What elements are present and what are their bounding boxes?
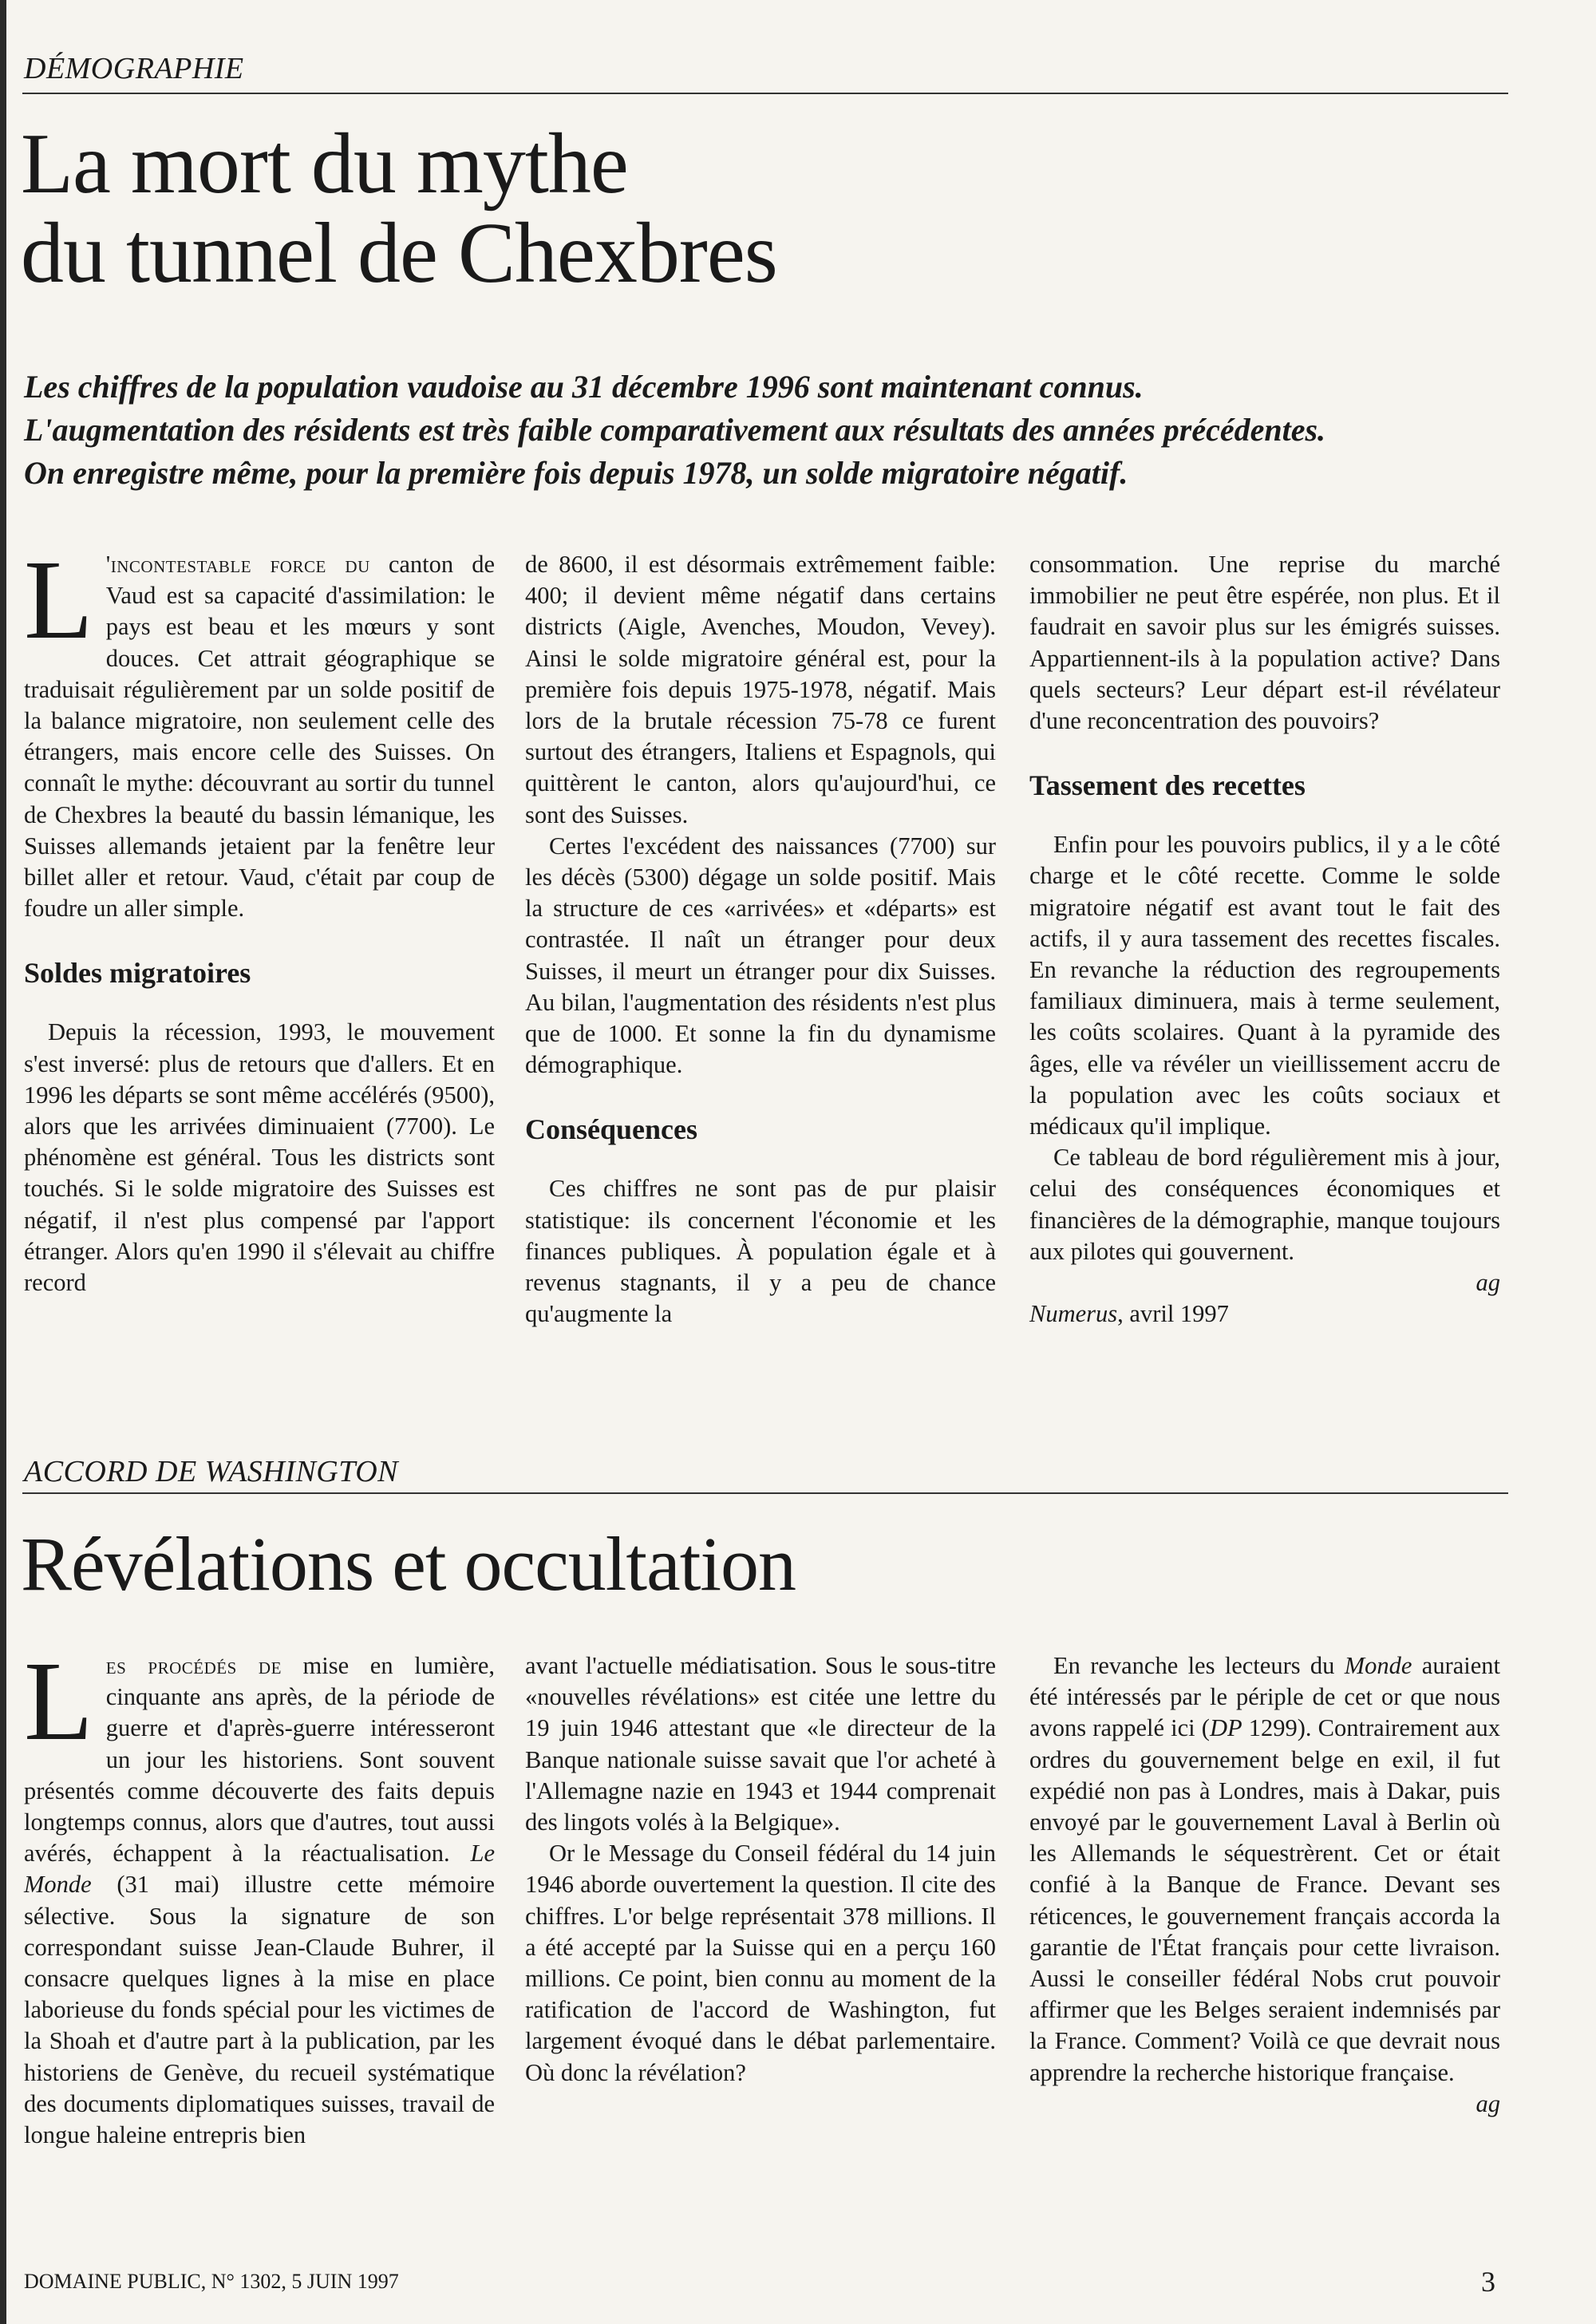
article2-paragraph-4	[1029, 1650, 1500, 2089]
article1-paragraph-5: Ces chiffres ne sont pas de pur plaisir statistique: ils concernent l'économie et les finances publiques. À population égale et à revenus stagnants, il y a peu de chance qu'augmente la	[525, 1175, 996, 1328]
article2-column-3	[1029, 1650, 1500, 2120]
article2-paragraph-3: Or le Message du Conseil fédéral du 14 juin 1946 aborde ouvertement la question. Il cite des chiffres. L'or belge représentait 378 millions. Il a été accepté par la Suisse qui en a perçu 160 millions. Ce point, bien connu au moment de la ratification de l'accord de Washington, fut largement évoqué dans le débat parlementaire. Où donc la révélation?	[525, 1840, 996, 2086]
article2-paragraph-1-cont: (31 mai) illustre cette mémoire sélective. Sous la signature de son correspondant suisse Jean-Claude Buhrer, il consacre quelques lignes à la mise en place laborieuse du fonds spécial pour les victimes de la Shoah et d'autre part à la publication, par les historiens de Genève, du recueil systématique des documents diplomatiques suisses, travail de longue haleine entrepris bien	[24, 1871, 495, 2149]
article1-smallcaps-opening: 'incontestable force du	[105, 551, 370, 578]
article1-source	[1029, 1298, 1500, 1330]
article1-source-title: Numerus	[1029, 1300, 1118, 1328]
article2-column-2	[525, 1650, 996, 2089]
article1-paragraph-4: Certes l'excédent des naissances (7700) sur les décès (5300) dégage un solde positif. Mais la structure de ces «arrivées» et «départs» est contrastée. Il naît un étranger pour deux Suisses, il meurt un étranger pour dix Suisses. Au bilan, l'augmentation des résidents n'est plus que de 1000. Et sonne la fin du dynamisme démographique.	[525, 832, 996, 1079]
article2-paragraph-4-cont: auraient été intéressés par le périple de cet or que nous avons rappelé ici (	[1029, 1652, 1501, 1742]
article1-heading-tassement: Tassement des recettes	[1029, 769, 1306, 802]
article1-heading-soldes: Soldes migratoires	[24, 957, 251, 990]
article1-paragraph-6: consommation. Une reprise du marché immobilier ne peut être espérée, non plus. Et il faudrait en savoir plus sur les émigrés suisses. Appartiennent-ils à la population active? Dans quels secteurs? Leur départ est-il révélateur d'une reconcentration des pouvoirs?	[1029, 551, 1500, 735]
article1-paragraph-7: Enfin pour les pouvoirs publics, il y a le côté charge et le côté recette. Comme le solde migratoire négatif est avant tout le fait des actifs, il y aura tassement des recettes fiscales. En revanche la réduction des regroupements familiaux diminuera, mais à terme seulement, les coûts scolaires. Quant à la pyramide des âges, elle va révéler un vieillissement accru de la population avec les coûts sociaux et médicaux qu'il implique.	[1029, 831, 1500, 1140]
article2-smallcaps-opening: es procédés de	[105, 1652, 282, 1679]
article2-paragraph-2: avant l'actuelle médiatisation. Sous le sous-titre «nouvelles révélations» est citée une lettre du 19 juin 1946 attestant que «le directeur de la Banque nationale suisse savait que l'or acheté à l'Allemagne nazie en 1943 et 1944 comprenait des lingots volés à la Belgique».	[525, 1652, 996, 1836]
article2-title: Révélations et occultation	[21, 1521, 796, 1607]
article1-dropcap: L	[24, 536, 93, 662]
article1-lead: Les chiffres de la population vaudoise au 31 décembre 1996 sont maintenant connus. L'augmentation des résidents est très faible comparativement aux résultats des années précédentes. On enregistre même, pour la première fois depuis 1978, un solde migratoire négatif.	[24, 369, 1326, 491]
article1-source-date: , avril 1997	[1117, 1300, 1229, 1328]
article2-dropcap: L	[24, 1638, 93, 1764]
article2-kicker: ACCORD DE WASHINGTON	[24, 1455, 398, 1488]
article2-le-monde: Le Monde	[24, 1840, 495, 1899]
article1-heading-consequences: Conséquences	[525, 1113, 698, 1146]
article1-column-2	[525, 549, 996, 1330]
article1-paragraph-8: Ce tableau de bord régulièrement mis à jour, celui des conséquences économiques et financières de la démographie, manque toujours aux pilotes qui gouvernent.	[1029, 1144, 1500, 1265]
article2-paragraph-1-text: mise en lumière, cinquante ans après, de la période de guerre et d'après-guerre intéresseront un jour les historiens. Sont souvent présentés comme découverte des faits depuis longtemps connus, alors que d'autres, tout aussi avérés, échappent à la réactualisation.	[24, 1652, 496, 1868]
article1-title	[21, 117, 777, 301]
article2-paragraph-1	[24, 1638, 496, 2151]
article1-paragraph-3: de 8600, il est désormais extrêmement faible: 400; il devient même négatif dans certains districts (Aigle, Avenches, Moudon, Vevey). Ainsi le solde migratoire général est, pour la première fois depuis 1975-1978, négatif. Mais lors de la brutale récession 75-78 ce furent surtout des étrangers, Italiens et Espagnols, qui quittèrent le canton, alors qu'aujourd'hui, ce sont des Suisses.	[525, 551, 996, 828]
article1-paragraph-2: Depuis la récession, 1993, le mouvement s'est inversé: plus de retours que d'allers. Et en 1996 les départs se sont même accélérés (9500), alors que les arrivées diminuaient (7700). Le phénomène est général. Tous les districts sont touchés. Si le solde migratoire des Suisses est négatif, il n'est plus compensé par l'apport étranger. Alors qu'en 1990 il s'élevait au chiffre record	[24, 1018, 495, 1297]
article2-monde: Monde	[1344, 1652, 1412, 1679]
article1-paragraph-1	[24, 536, 495, 924]
article1-title-line1: La mort du mythe	[21, 117, 628, 211]
footer-publication: DOMAINE PUBLIC, N° 1302, 5 JUIN 1997	[24, 2270, 399, 2293]
article1-title-line2: du tunnel de Chexbres	[21, 206, 777, 301]
article1-column-1	[24, 536, 495, 1298]
article1-kicker: DÉMOGRAPHIE	[24, 52, 244, 85]
article2-signature: ag	[1476, 2089, 1500, 2117]
page-number: 3	[1481, 2266, 1495, 2298]
article2-paragraph-4-end: 1299). Contrairement aux ordres du gouvernement belge en exil, il fut expédié non pas à Londres, mais à Dakar, puis envoyé par le gouvernement Laval à Berlin où les Allemands le séquestrèrent. Cet or était confié à la Banque de France. Devant ses réticences, le gouvernement français accorda la garantie de l'État français pour cette livraison. Aussi le conseiller fédéral Nobs crut pouvoir affirmer que les Belges seraient indemnisés par la France. Comment? Voilà ce que devrait nous apprendre la recherche historique française.	[1029, 1714, 1501, 2086]
article2-dp: DP	[1209, 1714, 1242, 1742]
article2-column-1	[24, 1638, 496, 2151]
scan-edge	[0, 0, 6, 2324]
article1-paragraph-1-text: canton de Vaud est sa capacité d'assimilation: le pays est beau et les mœurs y sont douces. Cet attrait géographique se traduisait régulièrement par un solde positif de la balance migratoire, non seulement celle des étrangers, mais encore celle des Suisses. On connaît le mythe: découvrant au sortir du tunnel de Chexbres la beauté du bassin lémanique, les Suisses allemands jetaient par la fenêtre leur billet aller et retour. Vaud, c'était par coup de foudre un aller simple.	[24, 551, 495, 923]
article1-signature: ag	[1476, 1269, 1500, 1297]
article1-column-3	[1029, 549, 1500, 1330]
article2-paragraph-4-text: En revanche les lecteurs du	[1053, 1652, 1345, 1679]
article1-rule	[22, 93, 1508, 94]
article2-rule	[22, 1492, 1508, 1494]
